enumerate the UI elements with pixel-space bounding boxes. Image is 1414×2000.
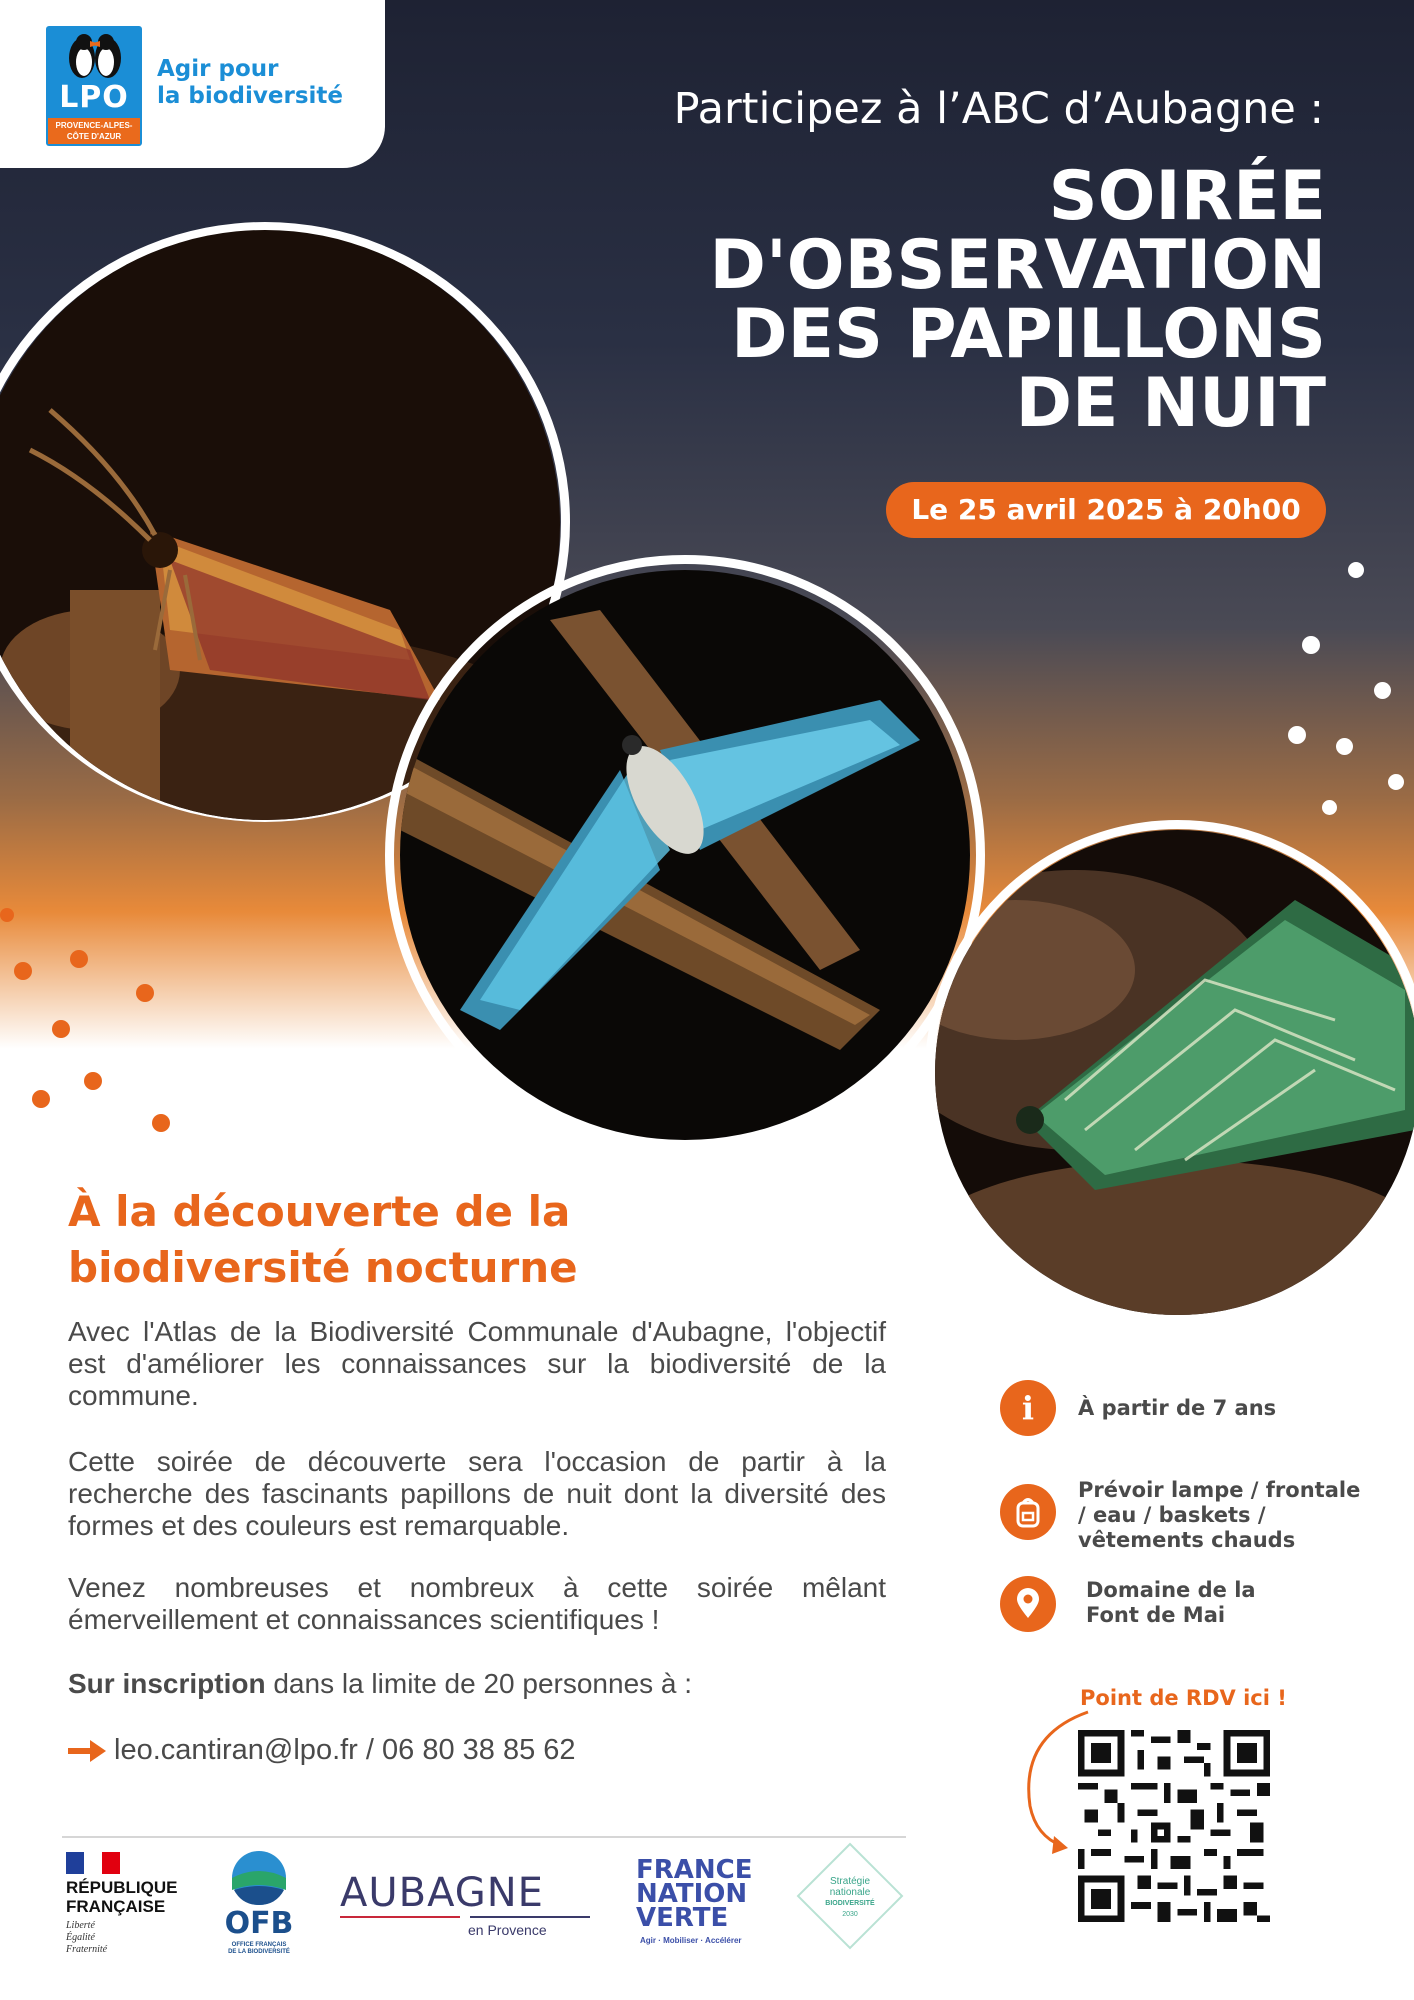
tagline-line-2: la biodiversité bbox=[157, 83, 344, 109]
moth-blue-image bbox=[400, 570, 970, 1140]
sn-line-3: BIODIVERSITÉ bbox=[825, 1900, 875, 1907]
rf-name bbox=[66, 1878, 206, 1916]
ofb-globe-icon bbox=[230, 1850, 288, 1906]
rf-motto-1: Liberté bbox=[66, 1920, 95, 1931]
decor-dot bbox=[1348, 562, 1364, 578]
puffin-icon bbox=[54, 28, 134, 80]
section-title-line-2: biodiversité nocturne bbox=[68, 1243, 578, 1292]
fnv-subtitle: Agir · Mobiliser · Accélérer bbox=[640, 1936, 742, 1945]
sn-line-1: Stratégie bbox=[829, 1876, 871, 1887]
decor-dot bbox=[1322, 800, 1337, 815]
decor-dot bbox=[1302, 636, 1320, 654]
tagline-line-1: Agir pour bbox=[157, 56, 279, 82]
qr-code[interactable] bbox=[1078, 1730, 1270, 1922]
lpo-logo-block bbox=[0, 0, 385, 168]
info-icon: i bbox=[1000, 1380, 1056, 1436]
rf-motto-2: Égalité bbox=[66, 1932, 95, 1943]
sn-line-4: 2030 bbox=[842, 1911, 858, 1918]
ofb-sub-2: DE LA BIODIVERSITÉ bbox=[228, 1949, 290, 1955]
fnv-wordmark bbox=[636, 1855, 766, 1933]
title-line-2: D'OBSERVATION bbox=[709, 226, 1326, 305]
moth-photo-blue bbox=[400, 570, 970, 1140]
fnv-line-2: NATION bbox=[636, 1879, 748, 1909]
title-line-1: SOIRÉE bbox=[1048, 157, 1326, 236]
description-paragraph: Cette soirée de découverte sera l'occasion de partir à la recherche des fascinants papillons de nuit dont la diversité des formes et des couleurs est remarquable. bbox=[68, 1446, 886, 1541]
section-title-line-1: À la découverte de la bbox=[68, 1187, 571, 1236]
registration-bold: Sur inscription bbox=[68, 1668, 266, 1699]
event-date-badge: Le 25 avril 2025 à 20h00 bbox=[886, 482, 1326, 538]
location-line-1: Domaine de la bbox=[1086, 1578, 1256, 1602]
decor-dot bbox=[1288, 726, 1306, 744]
decor-dot bbox=[1388, 774, 1404, 790]
contact-info[interactable]: leo.cantiran@lpo.fr / 06 80 38 85 62 bbox=[114, 1734, 576, 1766]
decor-dot bbox=[14, 962, 32, 980]
decor-dot bbox=[52, 1020, 70, 1038]
decor-dot bbox=[1374, 682, 1391, 699]
title-line-4: DE NUIT bbox=[1015, 364, 1326, 443]
arrow-right-icon bbox=[68, 1740, 106, 1762]
ofb-name: OFB bbox=[224, 1906, 294, 1941]
aubagne-wordmark: AUBAGNE bbox=[340, 1870, 544, 1916]
ofb-logo bbox=[214, 1850, 304, 1960]
ofb-subtitle bbox=[214, 1942, 304, 1956]
contact-line bbox=[68, 1734, 576, 1767]
backpack-icon bbox=[1000, 1484, 1056, 1540]
event-title bbox=[626, 157, 1326, 443]
location-line-2: Font de Mai bbox=[1086, 1603, 1226, 1627]
aubagne-logo bbox=[340, 1866, 590, 1946]
registration-note bbox=[68, 1668, 692, 1700]
aubagne-underline-icon bbox=[340, 1916, 590, 1922]
rf-line-1: RÉPUBLIQUE bbox=[66, 1878, 178, 1897]
france-nation-verte-logo bbox=[636, 1855, 776, 1958]
strategie-nationale-logo bbox=[796, 1842, 904, 1950]
decor-dot bbox=[70, 950, 88, 968]
info-location-text bbox=[1086, 1578, 1376, 1628]
decor-dot bbox=[1336, 738, 1353, 755]
lpo-wordmark: LPO bbox=[59, 80, 129, 115]
decor-dot bbox=[32, 1090, 50, 1108]
decor-dot bbox=[84, 1072, 102, 1090]
sn-line-2: nationale bbox=[829, 1887, 871, 1898]
lpo-tagline bbox=[157, 56, 357, 110]
fnv-line-1: FRANCE bbox=[636, 1855, 753, 1885]
rdv-label: Point de RDV ici ! bbox=[1080, 1686, 1287, 1710]
decor-dot bbox=[136, 984, 154, 1002]
section-title bbox=[68, 1184, 688, 1296]
ofb-sub-1: OFFICE FRANÇAIS bbox=[231, 1942, 287, 1948]
intro-paragraph: Avec l'Atlas de la Biodiversité Communale d'Aubagne, l'objectif est d'améliorer les connaissances sur la biodiversité de la commune. bbox=[68, 1316, 886, 1411]
moth-photo-green bbox=[935, 830, 1414, 1315]
fnv-line-3: VERTE bbox=[636, 1903, 729, 1933]
rf-line-2: FRANÇAISE bbox=[66, 1897, 166, 1916]
lpo-region: PROVENCE-ALPES-CÔTE D'AZUR bbox=[48, 118, 140, 144]
republique-francaise-logo bbox=[66, 1852, 206, 1962]
event-subtitle: Participez à l’ABC d’Aubagne : bbox=[673, 84, 1324, 134]
aubagne-subtitle: en Provence bbox=[468, 1922, 547, 1938]
decor-dot bbox=[152, 1114, 170, 1132]
info-equipment-text: Prévoir lampe / frontale / eau / baskets / vêtements chauds bbox=[1078, 1478, 1361, 1552]
moth-green-image bbox=[935, 830, 1414, 1315]
decor-dot bbox=[0, 908, 14, 922]
lpo-puffin-logo bbox=[46, 26, 142, 146]
title-line-3: DES PAPILLONS bbox=[731, 295, 1326, 374]
registration-rest: dans la limite de 20 personnes à : bbox=[265, 1668, 693, 1699]
rf-motto bbox=[66, 1920, 206, 1956]
marianne-flag-icon bbox=[66, 1852, 120, 1874]
location-pin-icon bbox=[1000, 1576, 1056, 1632]
rf-motto-3: Fraternité bbox=[66, 1944, 108, 1955]
invitation-paragraph: Venez nombreuses et nombreux à cette soirée mêlant émerveillement et connaissances scientifiques ! bbox=[68, 1572, 886, 1635]
sn-text bbox=[804, 1876, 896, 1920]
info-age-text: À partir de 7 ans bbox=[1078, 1396, 1277, 1420]
footer-divider bbox=[62, 1836, 906, 1838]
